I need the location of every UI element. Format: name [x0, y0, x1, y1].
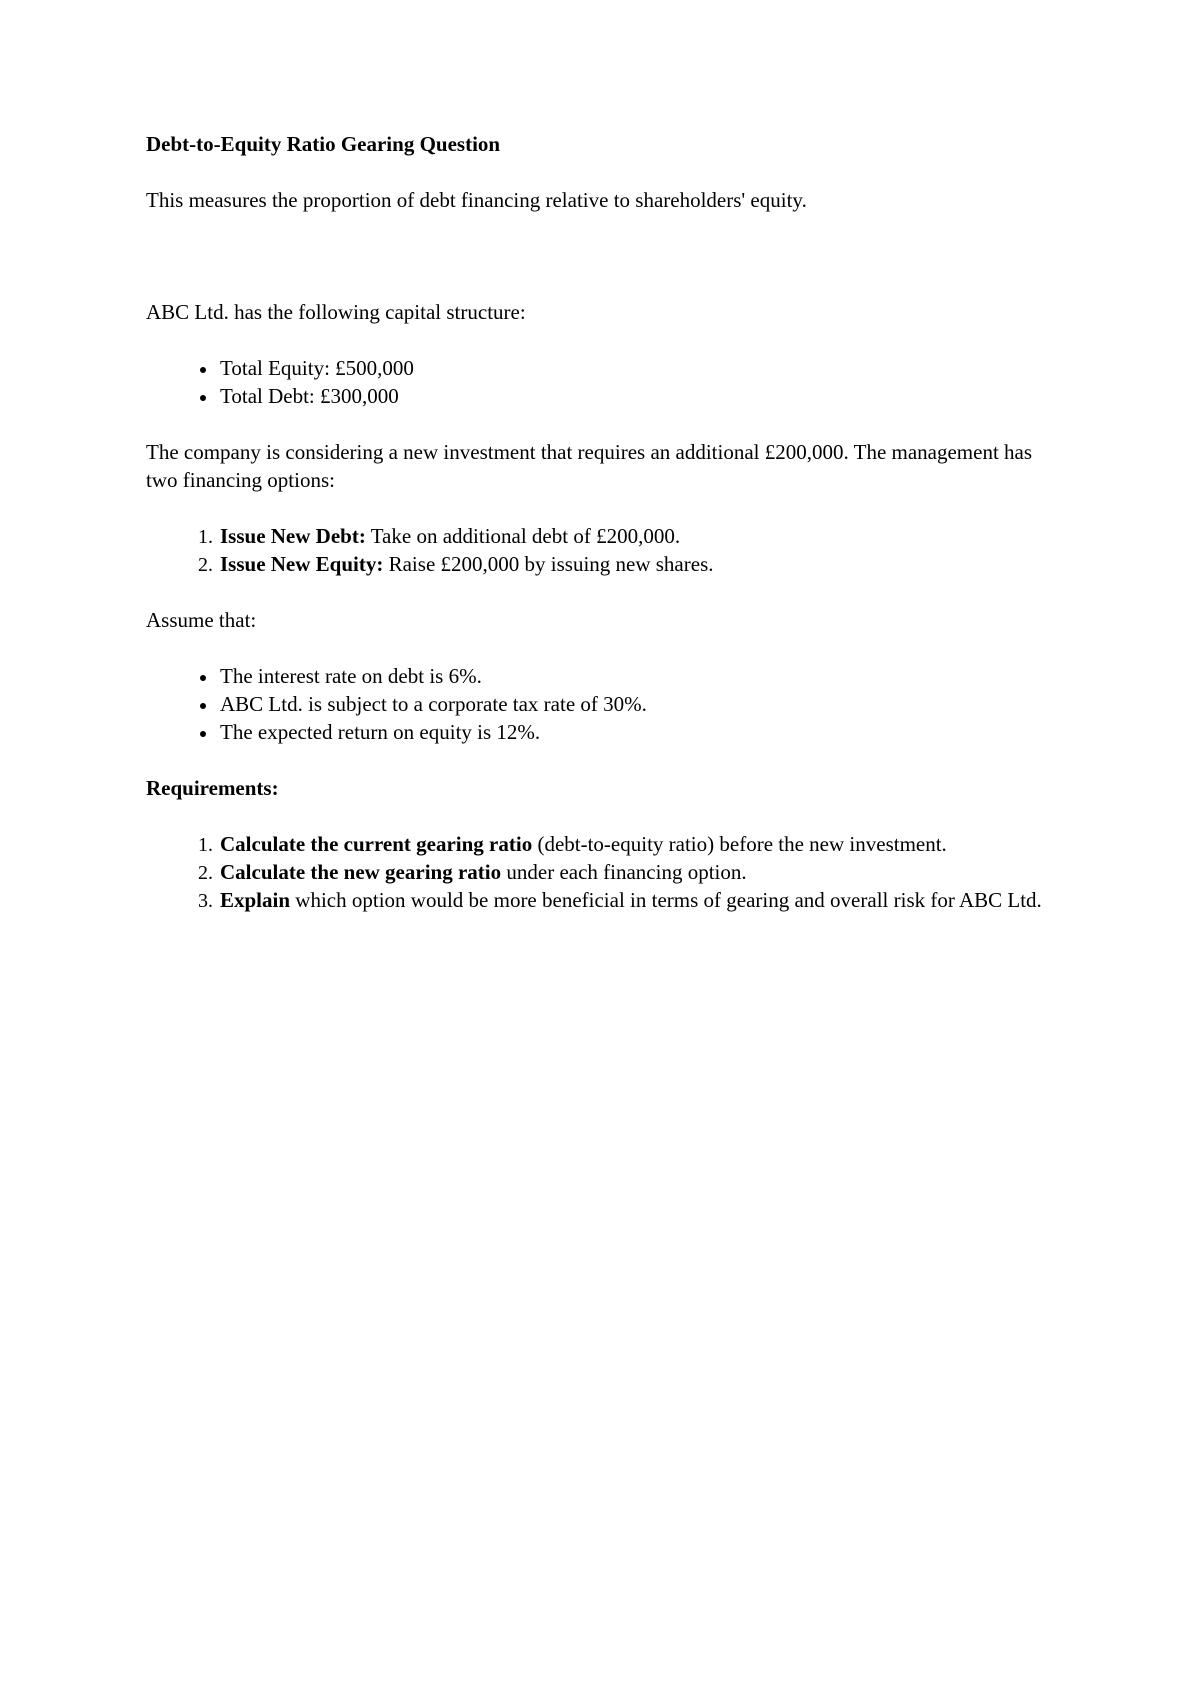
requirement-label: Calculate the new gearing ratio [220, 860, 502, 884]
financing-options-list [146, 522, 1046, 578]
list-item [218, 858, 1046, 886]
capital-structure-intro: ABC Ltd. has the following capital structure: [146, 300, 526, 324]
option-text: Raise £200,000 by issuing new shares. [383, 552, 714, 576]
list-item [218, 522, 1046, 550]
list-item: • The interest rate on debt is 6%. [218, 662, 1046, 690]
list-item: • Total Debt: £300,000 [218, 382, 1046, 410]
requirement-text: (debt-to-equity ratio) before the new investment. [532, 832, 947, 856]
list-item: • The expected return on equity is 12%. [218, 718, 1046, 746]
investment-paragraph: The company is considering a new investment that requires an additional £200,000. The management has two financing options: [146, 440, 1033, 492]
assumptions-intro: Assume that: [146, 608, 257, 632]
requirement-label: Explain [220, 888, 291, 912]
list-item [218, 886, 1046, 914]
requirement-label: Calculate the current gearing ratio [220, 832, 533, 856]
option-label: Issue New Debt: [220, 524, 366, 548]
option-label: Issue New Equity: [220, 552, 384, 576]
list-item [218, 830, 1046, 858]
requirement-text: which option would be more beneficial in terms of gearing and overall risk for ABC Ltd. [290, 888, 1042, 912]
assumptions-list [146, 662, 1046, 746]
list-item [218, 550, 1046, 578]
requirement-text: under each financing option. [501, 860, 747, 884]
document-title: Debt-to-Equity Ratio Gearing Question [146, 132, 501, 156]
requirements-list [146, 830, 1046, 914]
list-item: • Total Equity: £500,000 [218, 354, 1046, 382]
option-text: Take on additional debt of £200,000. [365, 524, 681, 548]
list-item: • ABC Ltd. is subject to a corporate tax rate of 30%. [218, 690, 1046, 718]
capital-structure-list [146, 354, 1046, 410]
requirements-heading: Requirements: [146, 776, 279, 800]
intro-paragraph: This measures the proportion of debt financing relative to shareholders' equity. [146, 188, 807, 212]
document-page [146, 130, 1046, 942]
